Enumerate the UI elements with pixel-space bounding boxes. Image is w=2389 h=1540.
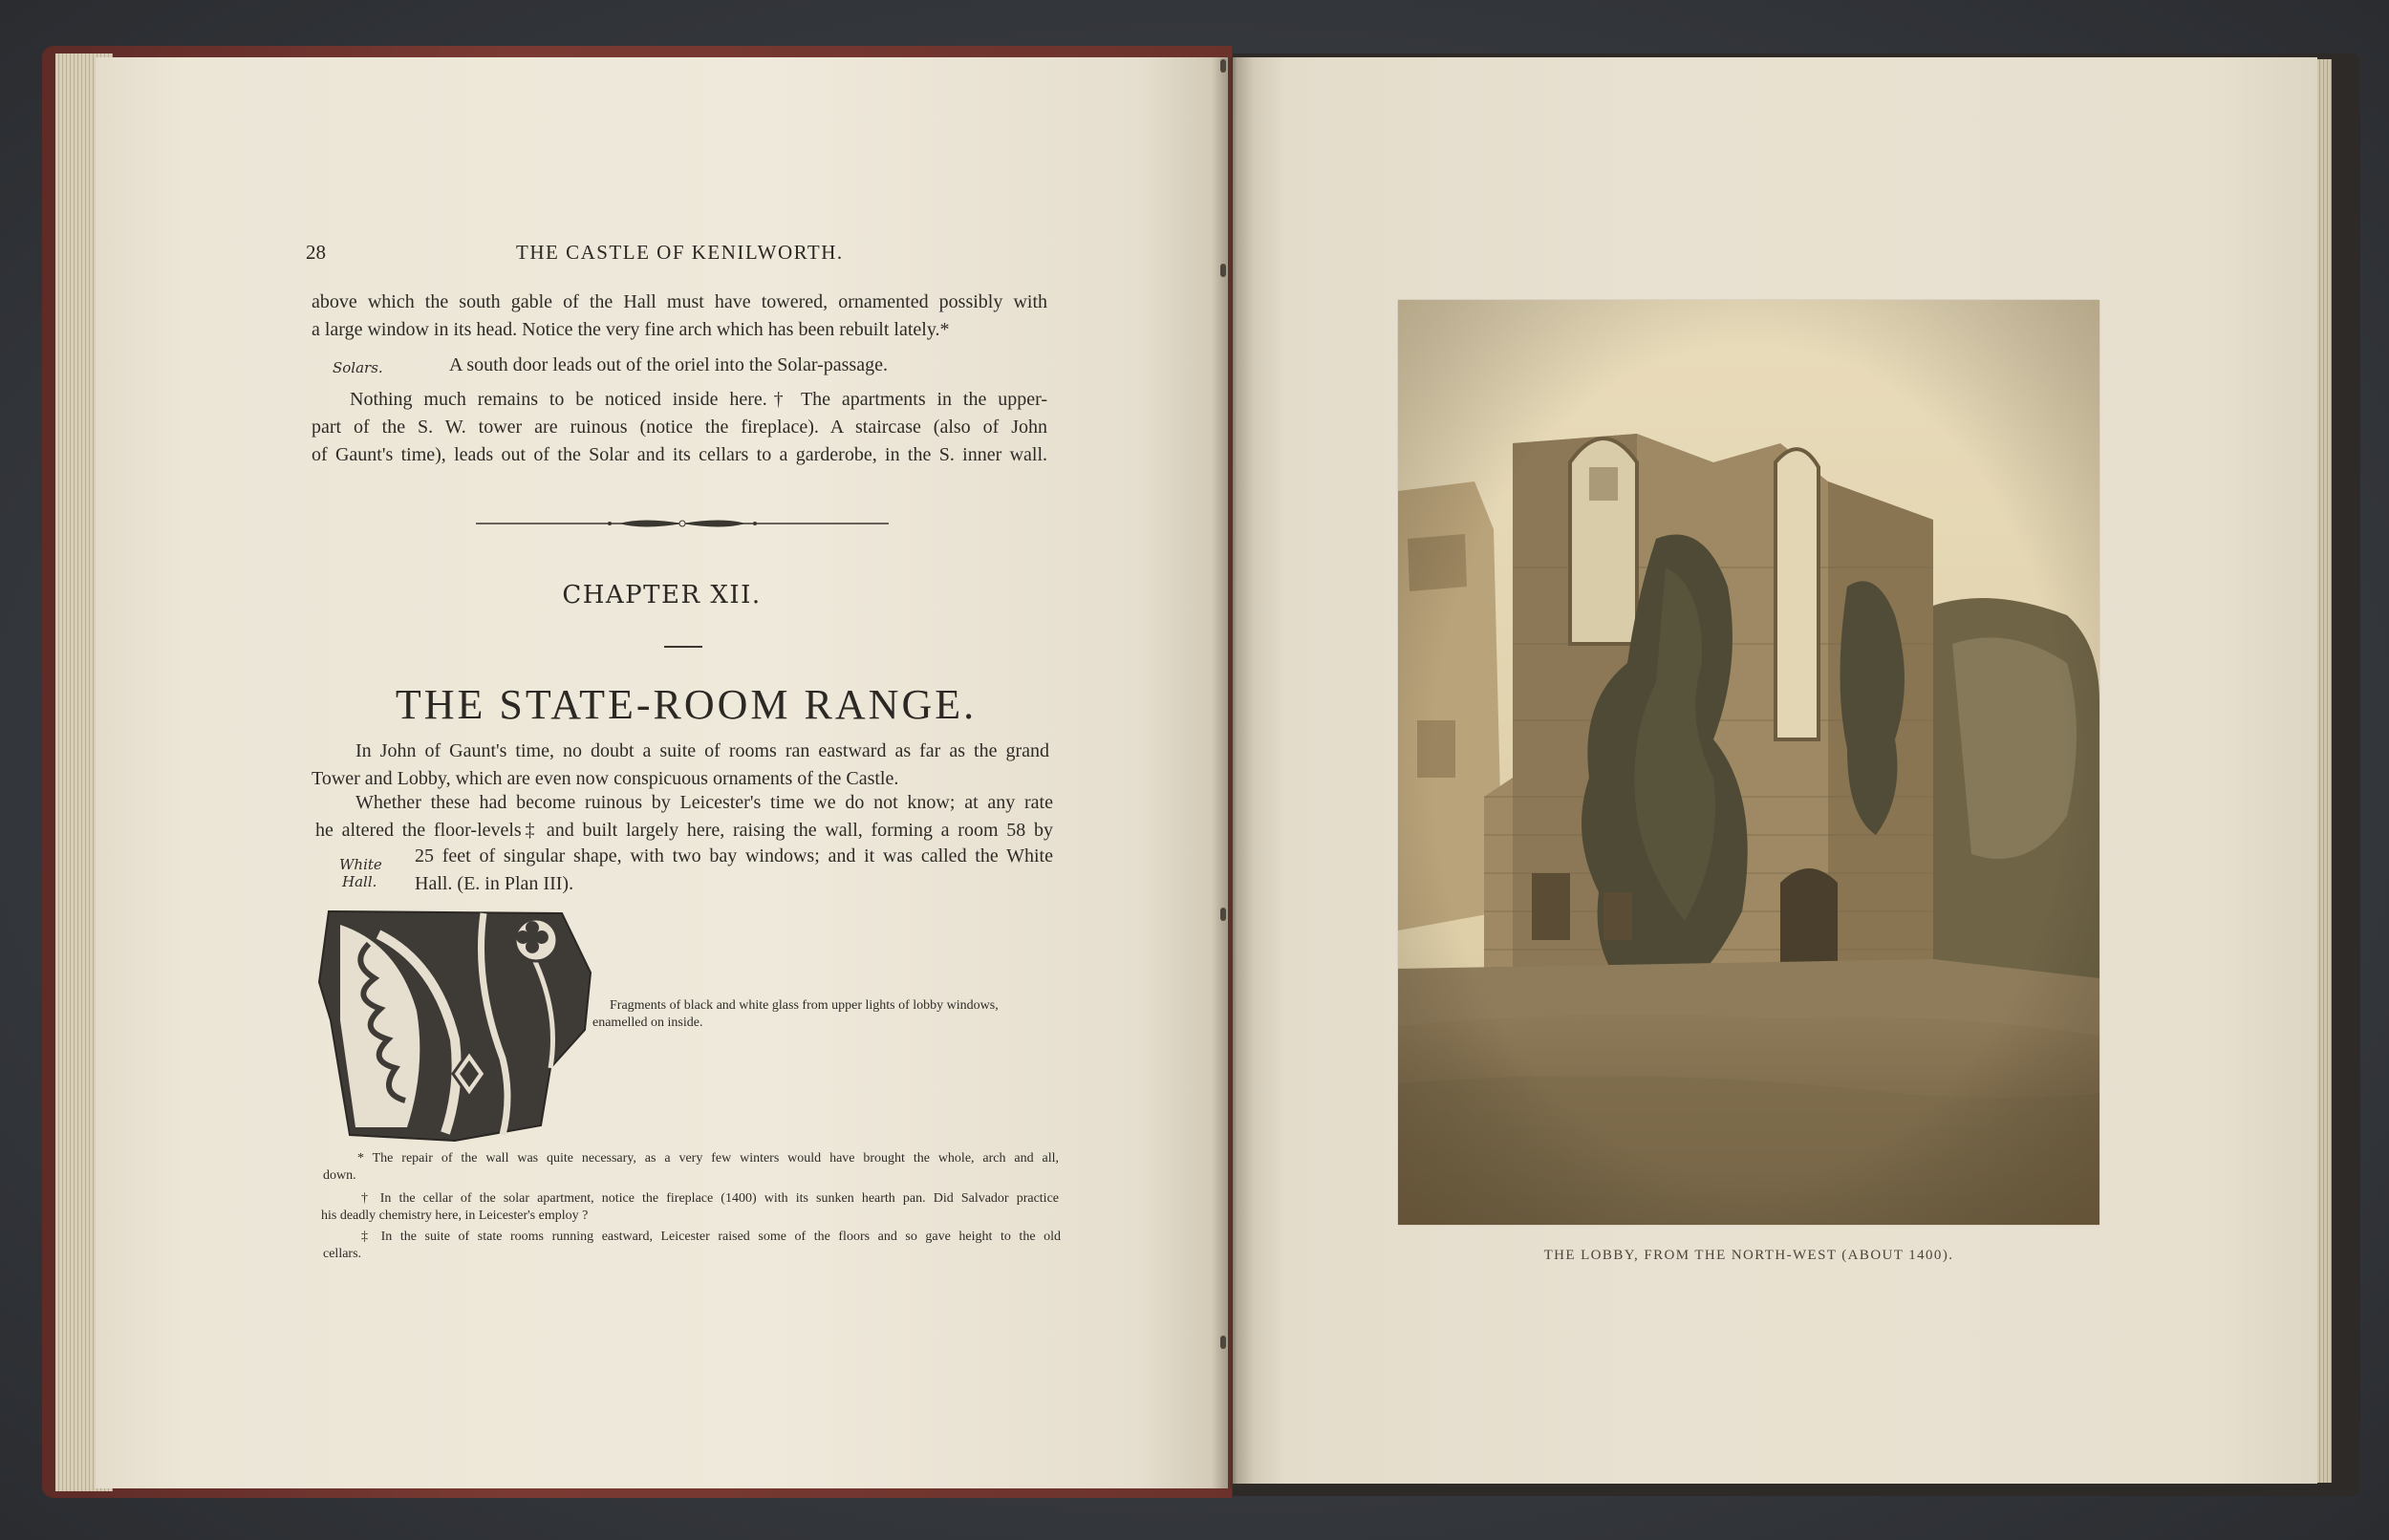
text-line: he altered the floor-levels‡ and built largely here, raising the wall, forming a room 58 by [315, 820, 1053, 841]
footnote-line: † In the cellar of the solar apartment, notice the fireplace (1400) with its sunken hearth pan. Did Salvador practice [361, 1191, 1059, 1206]
caption-line: Fragments of black and white glass from upper lights of lobby windows, [610, 998, 999, 1013]
photo-illustration [1398, 300, 2099, 1225]
paragraph-5-cont [415, 843, 1053, 898]
paragraph-3 [312, 386, 1047, 469]
footnote-line: down. [323, 1168, 356, 1183]
binding-hole [1220, 1336, 1226, 1349]
section-title: THE STATE-ROOM RANGE. [395, 681, 978, 728]
book-gutter [1212, 57, 1254, 1488]
paragraph-2 [449, 352, 1042, 379]
margin-note-solars: Solars. [333, 359, 383, 376]
footnote-line: cellars. [323, 1247, 362, 1261]
running-head [306, 241, 1051, 269]
footnote-1 [323, 1150, 1059, 1185]
margin-note-white: White [339, 856, 382, 873]
text-line: Hall. (E. in Plan III). [415, 873, 574, 894]
chapter-heading: CHAPTER XII. [562, 581, 762, 610]
photo-caption: THE LOBBY, FROM THE NORTH-WEST (ABOUT 1400). [1543, 1248, 1954, 1263]
running-title: THE CASTLE OF KENILWORTH. [516, 241, 844, 264]
caption-line: enamelled on inside. [592, 1016, 703, 1030]
footnote-line: * The repair of the wall was quite necessary, as a very few winters would have brought the whole, arch and all, [357, 1151, 1059, 1166]
binding-hole [1220, 59, 1226, 73]
binding-hole [1220, 908, 1226, 921]
short-rule [664, 646, 702, 648]
paragraph-5 [315, 789, 1053, 845]
text-line: 25 feet of singular shape, with two bay windows; and it was called the White [415, 845, 1053, 866]
text-line: Whether these had become ruinous by Leicester's time we do not know; at any rate [355, 792, 1053, 813]
page-number: 28 [306, 241, 326, 264]
footnote-line: his deadly chemistry here, in Leicester's employ ? [321, 1208, 589, 1223]
binding-hole [1220, 264, 1226, 277]
text-line: In John of Gaunt's time, no doubt a suite of rooms ran eastward as far as the grand [355, 740, 1049, 761]
footnote-2 [321, 1190, 1059, 1225]
paragraph-4 [312, 738, 1049, 793]
text-line: a large window in its head. Notice the very fine arch which has been rebuilt lately.* [312, 319, 950, 340]
text-line: A south door leads out of the oriel into the Solar-passage. [449, 354, 888, 375]
text-line: of Gaunt's time), leads out of the Solar and its cellars to a garderobe, in the S. inner wall. [312, 444, 1047, 465]
footnote-3 [323, 1229, 1061, 1263]
text-line: above which the south gable of the Hall must have towered, ornamented possibly with [312, 291, 1047, 312]
figure-caption [592, 997, 1057, 1032]
text-line: Tower and Lobby, which are even now conspicuous ornaments of the Castle. [312, 768, 899, 789]
text-line: part of the S. W. tower are ruinous (notice the fireplace). A staircase (also of John [312, 417, 1047, 438]
text-line: Nothing much remains to be noticed inside here.† The apartments in the upper- [350, 389, 1047, 410]
glass-fragment-illustration [312, 906, 594, 1143]
footnote-line: ‡ In the suite of state rooms running eastward, Leicester raised some of the floors and so gave height to the old [361, 1230, 1061, 1244]
margin-note-hall: Hall. [342, 873, 377, 890]
lobby-photograph [1398, 300, 2099, 1225]
ornamental-rule [476, 517, 889, 530]
paragraph-1 [312, 289, 1047, 344]
